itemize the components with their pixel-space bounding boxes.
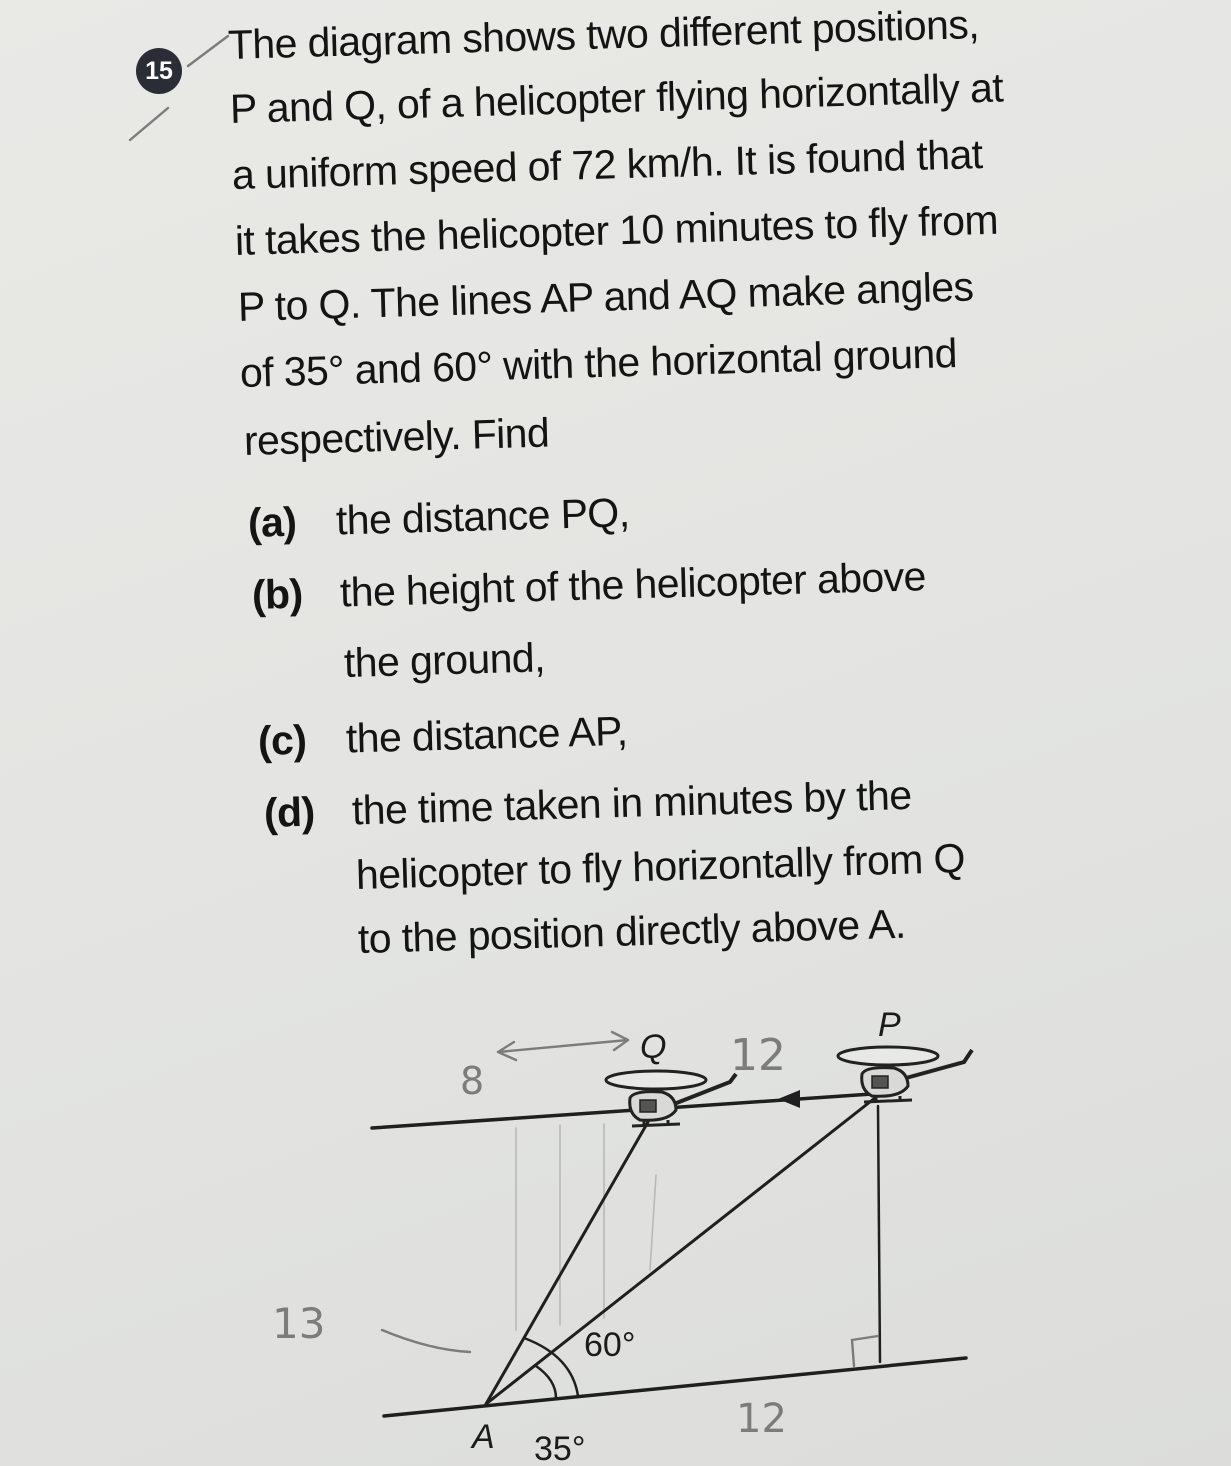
stem-line-1: The diagram shows two different positions,: [227, 1, 980, 68]
vertical-p-to-ground: [878, 1106, 880, 1362]
stem-line-5: P to Q. The lines AP and AQ make angles: [237, 263, 974, 330]
part-b-line-2: the ground,: [343, 634, 546, 686]
flight-direction-arrow: [778, 1090, 800, 1108]
line-ap: [486, 1094, 880, 1404]
label-a: A: [472, 1418, 495, 1456]
pencil-note-near-q: 12: [730, 1030, 786, 1081]
part-c-label: (c): [257, 716, 307, 764]
stem-line-2: P and Q, of a helicopter flying horizontally at: [229, 64, 1004, 132]
label-angle-35: 35°: [534, 1430, 586, 1466]
part-a-label: (a): [247, 498, 297, 546]
pencil-note-left-margin: 13: [272, 1299, 326, 1348]
stem-line-6: of 35° and 60° with the horizontal ground: [239, 329, 958, 396]
question-number-badge: 15: [136, 48, 182, 94]
label-angle-60: 60°: [584, 1326, 636, 1364]
part-d-text-1: the time taken in minutes by the: [351, 771, 913, 834]
pencil-curve-left: [382, 1330, 470, 1352]
label-p: P: [878, 1006, 901, 1044]
pencil-double-arrow: [498, 1032, 628, 1060]
pencil-note-upper-left: 8: [460, 1059, 485, 1103]
stem-line-4: it takes the helicopter 10 minutes to fly from: [234, 196, 999, 264]
pencil-note-below-ground: 12: [736, 1396, 787, 1442]
part-d-line-2: helicopter to fly horizontally from Q: [355, 835, 966, 898]
part-d-label: (d): [263, 788, 316, 836]
helicopter-q-icon: [606, 1071, 736, 1126]
part-d-line-3: to the position directly above A.: [357, 900, 907, 962]
ground-line: [384, 1358, 966, 1416]
part-b-text-1: the height of the helicopter above: [339, 553, 927, 616]
stem-line-7: respectively. Find: [243, 409, 550, 464]
right-angle-mark: [852, 1336, 878, 1366]
angle-arc-35: [536, 1366, 556, 1398]
part-c-text: the distance AP,: [345, 707, 628, 762]
part-b-label: (b): [251, 570, 304, 618]
label-q: Q: [640, 1028, 667, 1066]
stem-line-3: a uniform speed of 72 km/h. It is found that: [231, 131, 984, 198]
pencil-slash-mark: [130, 36, 228, 140]
part-a-text: the distance PQ,: [335, 489, 631, 544]
